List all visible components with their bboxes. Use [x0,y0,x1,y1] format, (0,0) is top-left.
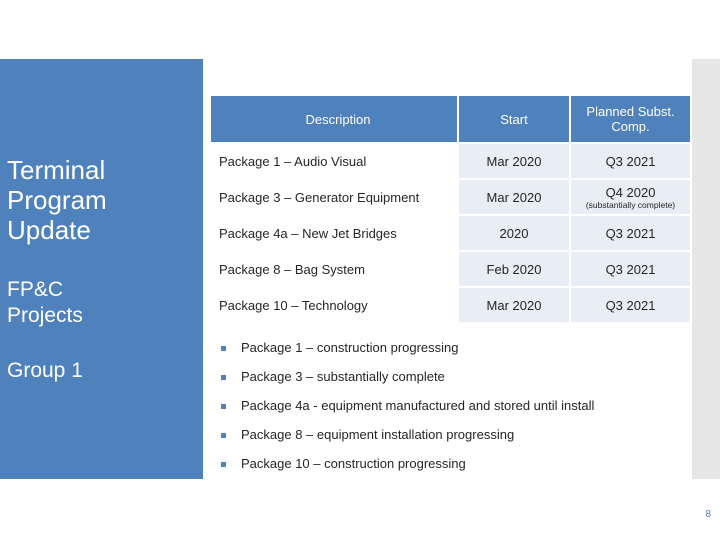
sidebar-panel [0,59,203,479]
cell-completion: Q3 2021 [569,216,690,252]
header-completion-line: Comp. [611,119,650,134]
page-number: 8 [705,509,711,520]
list-item-text: Package 10 – construction progressing [241,456,466,471]
cell-start: Feb 2020 [457,252,569,288]
slide-subtitle-line: FP&C [7,278,64,301]
list-item [218,423,688,452]
cell-start: Mar 2020 [457,288,569,324]
table-row [211,180,690,216]
list-item [218,394,688,423]
list-item-text: Package 3 – substantially complete [241,369,445,384]
cell-start: Mar 2020 [457,144,569,180]
square-bullet-icon [221,404,226,409]
cell-description: Package 1 – Audio Visual [211,144,457,180]
completion-note: (substantially complete) [585,199,676,210]
right-edge-strip [692,59,720,479]
square-bullet-icon [221,375,226,380]
table-row [211,252,690,288]
table-row [211,216,690,252]
header-completion-line: Planned Subst. [586,104,675,119]
cell-completion [569,180,690,216]
package-table [211,96,690,324]
cell-completion: Q3 2021 [569,144,690,180]
list-item [218,452,688,481]
cell-description: Package 4a – New Jet Bridges [211,216,457,252]
list-item-text: Package 1 – construction progressing [241,340,459,355]
slide-subtitle [7,277,83,329]
square-bullet-icon [221,346,226,351]
slide-title-line: Update [7,215,91,245]
header-description: Description [211,96,457,144]
list-item-text: Package 4a - equipment manufactured and stored until install [241,398,595,413]
square-bullet-icon [221,433,226,438]
cell-description: Package 8 – Bag System [211,252,457,288]
slide-title-line: Program [7,185,107,215]
slide-title-line: Terminal [7,155,106,185]
square-bullet-icon [221,462,226,467]
slide-title [7,155,107,245]
header-completion [569,96,690,144]
cell-description: Package 3 – Generator Equipment [211,180,457,216]
status-bullet-list [218,336,688,481]
header-start: Start [457,96,569,144]
cell-start: Mar 2020 [457,180,569,216]
group-label: Group 1 [7,359,83,382]
list-item [218,365,688,394]
cell-completion: Q3 2021 [569,252,690,288]
list-item-text: Package 8 – equipment installation progressing [241,427,515,442]
cell-completion: Q3 2021 [569,288,690,324]
completion-value: Q4 2020 [605,184,656,200]
slide-subtitle-line: Projects [7,304,83,327]
table-row [211,288,690,324]
cell-start: 2020 [457,216,569,252]
cell-description: Package 10 – Technology [211,288,457,324]
table-header-row [211,96,690,144]
table-row [211,144,690,180]
list-item [218,336,688,365]
